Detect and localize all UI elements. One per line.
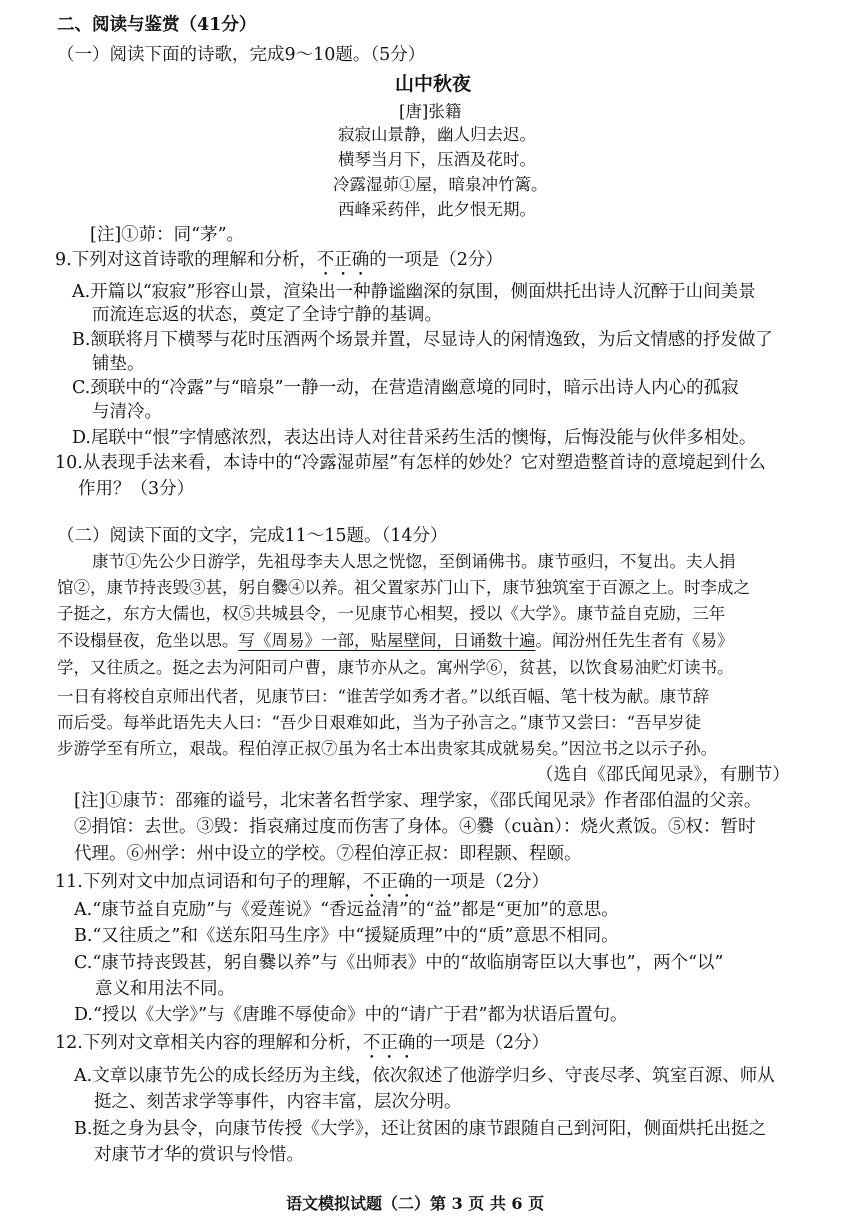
passage-note: [注]①康节：邵雍的谥号，北宋著名哲学家、理学家，《邵氏闻见录》作者邵伯温的父亲。 [74,791,762,811]
passage-line: 而后受。每举此语先夫人曰：“吾少日艰难如此，当为子孙言之。”康节又尝曰：“吾早岁徒 [57,713,702,732]
question-12-option-b-cont: 对康节才华的赏识与怜惜。 [94,1145,304,1165]
question-12-stem: 12.下列对文章相关内容的理解和分析，不正确的一项是（2分） [55,1033,549,1053]
poem-note: [注]①茆：同“茅”。 [90,225,245,245]
question-11-option-b: B.“又往质之”和《送东阳马生序》中“援疑质理”中的“质”意思不相同。 [74,926,619,946]
question-11-option-c-cont: 意义和用法不同。 [95,979,235,999]
underlined-sentence: 写《周易》一部，贴屋壁间，日诵数十遍 [238,631,536,650]
poem-line: 寂寂山景静，幽人归去迟。 [338,125,536,144]
poem-line: 西峰采药伴，此夕恨无期。 [338,200,536,219]
question-11-option-d: D.“授以《大学》”与《唐雎不辱使命》中的“请广于君”都为状语后置句。 [74,1005,628,1025]
poem-author: [唐]张籍 [399,102,462,121]
passage-source: （选自《邵氏闻见录》，有删节） [536,765,790,785]
question-12-option-a-cont: 挺之、刻苦求学等事件，内容丰富，层次分明。 [94,1092,462,1112]
question-11-option-c: C.“康节持丧毁甚，躬自爨以养”与《出师表》中的“故临崩寄臣以大事也”，两个“以” [74,953,724,973]
question-10-stem-cont: 作用？（3分） [78,479,195,499]
section-heading: 二、阅读与鉴赏（41分） [57,15,257,35]
poem-line: 横琴当月下，压酒及花时。 [338,150,536,169]
passage-line: 学，又往质之。挺之去为河阳司户曹，康节亦从之。寓州学⑥，贫甚，以饮食易油贮灯读书。 [57,658,734,677]
passage-line: 馆②，康节持丧毁③甚，躬自爨④以养。祖父置家苏门山下，康节独筑室于百源之上。时李成之 [57,578,750,597]
passage-line: 康节①先公少日游学，先祖母李夫人思之恍惚，至倒诵佛书。康节亟归，不复出。夫人捐 [92,552,736,571]
part2-intro: （二）阅读下面的文字，完成11～15题。（14分） [57,526,448,546]
question-12-option-b: B.挺之身为县令，向康节传授《大学》，还让贫困的康节跟随自己到河阳，侧面烘托出挺之 [74,1119,767,1139]
question-9-option-a: A.开篇以“寂寂”形容山景，渲染出一种静谧幽深的氛围，侧面烘托出诗人沉醉于山间美景 [72,282,756,302]
poem-title: 山中秋夜 [395,73,472,95]
passage-note: 代理。⑥州学：州中设立的学校。⑦程伯淳正叔：即程颢、程颐。 [74,844,582,864]
passage-note: ②捐馆：去世。③毁：指哀痛过度而伤害了身体。④爨（cuàn）：烧火煮饭。⑤权：暂时 [74,817,756,837]
question-9-option-d: D.尾联中“恨”字情感浓烈，表达出诗人对往昔采药生活的懊悔，后悔没能与伙伴多相处。 [72,428,757,448]
passage-line: 步游学至有所立，艰哉。程伯淳正叔⑦虽为名士本出贵家其成就易矣。”因泣书之以示子孙。 [57,739,718,758]
poem-line: 冷露湿茆①屋，暗泉冲竹篱。 [333,175,548,194]
question-9-stem: 9.下列对这首诗歌的理解和分析，不正确的一项是（2分） [55,250,503,270]
passage-line: 子挺之，东方大儒也，权⑤共城县令，一见康节心相契，授以《大学》。康节益自克励，三年 [57,604,726,623]
question-9-option-b-cont: 铺垫。 [92,354,145,374]
question-12-option-a: A.文章以康节先公的成长经历为主线，依次叙述了他游学归乡、守丧尽孝、筑室百源、师从 [74,1066,775,1086]
passage-line: 一日有将校自京师出代者，见康节曰：“谁苦学如秀才者。”以纸百幅、笔十枝为献。康节辞 [57,687,710,706]
question-10-stem: 10.从表现手法来看，本诗中的“冷露湿茆屋”有怎样的妙处？它对塑造整首诗的意境起到什么 [55,453,766,473]
page-footer: 语文模拟试题（二）第 3 页 共 6 页 [286,1194,545,1213]
question-9-option-b: B.颔联将月下横琴与花时压酒两个场景并置，尽显诗人的闲情逸致，为后文情感的抒发做了 [72,330,773,350]
question-11-option-a: A.“康节益自克励”与《爱莲说》“香远益清”的“益”都是“更加”的意思。 [74,900,619,920]
passage-line: 不设榻昼夜，危坐以思。写《周易》一部，贴屋壁间，日诵数十遍。闻汾州任先生者有《易》 [57,631,734,650]
question-9-option-a-cont: 而流连忘返的状态，奠定了全诗宁静的基调。 [92,305,442,325]
question-9-option-c: C.颈联中的“冷露”与“暗泉”一静一动，在营造清幽意境的同时，暗示出诗人内心的孤寂 [72,378,739,398]
part1-intro: （一）阅读下面的诗歌，完成9～10题。（5分） [57,45,426,65]
question-9-option-c-cont: 与清冷。 [92,402,162,422]
question-11-stem: 11.下列对文中加点词语和句子的理解，不正确的一项是（2分） [55,872,549,892]
